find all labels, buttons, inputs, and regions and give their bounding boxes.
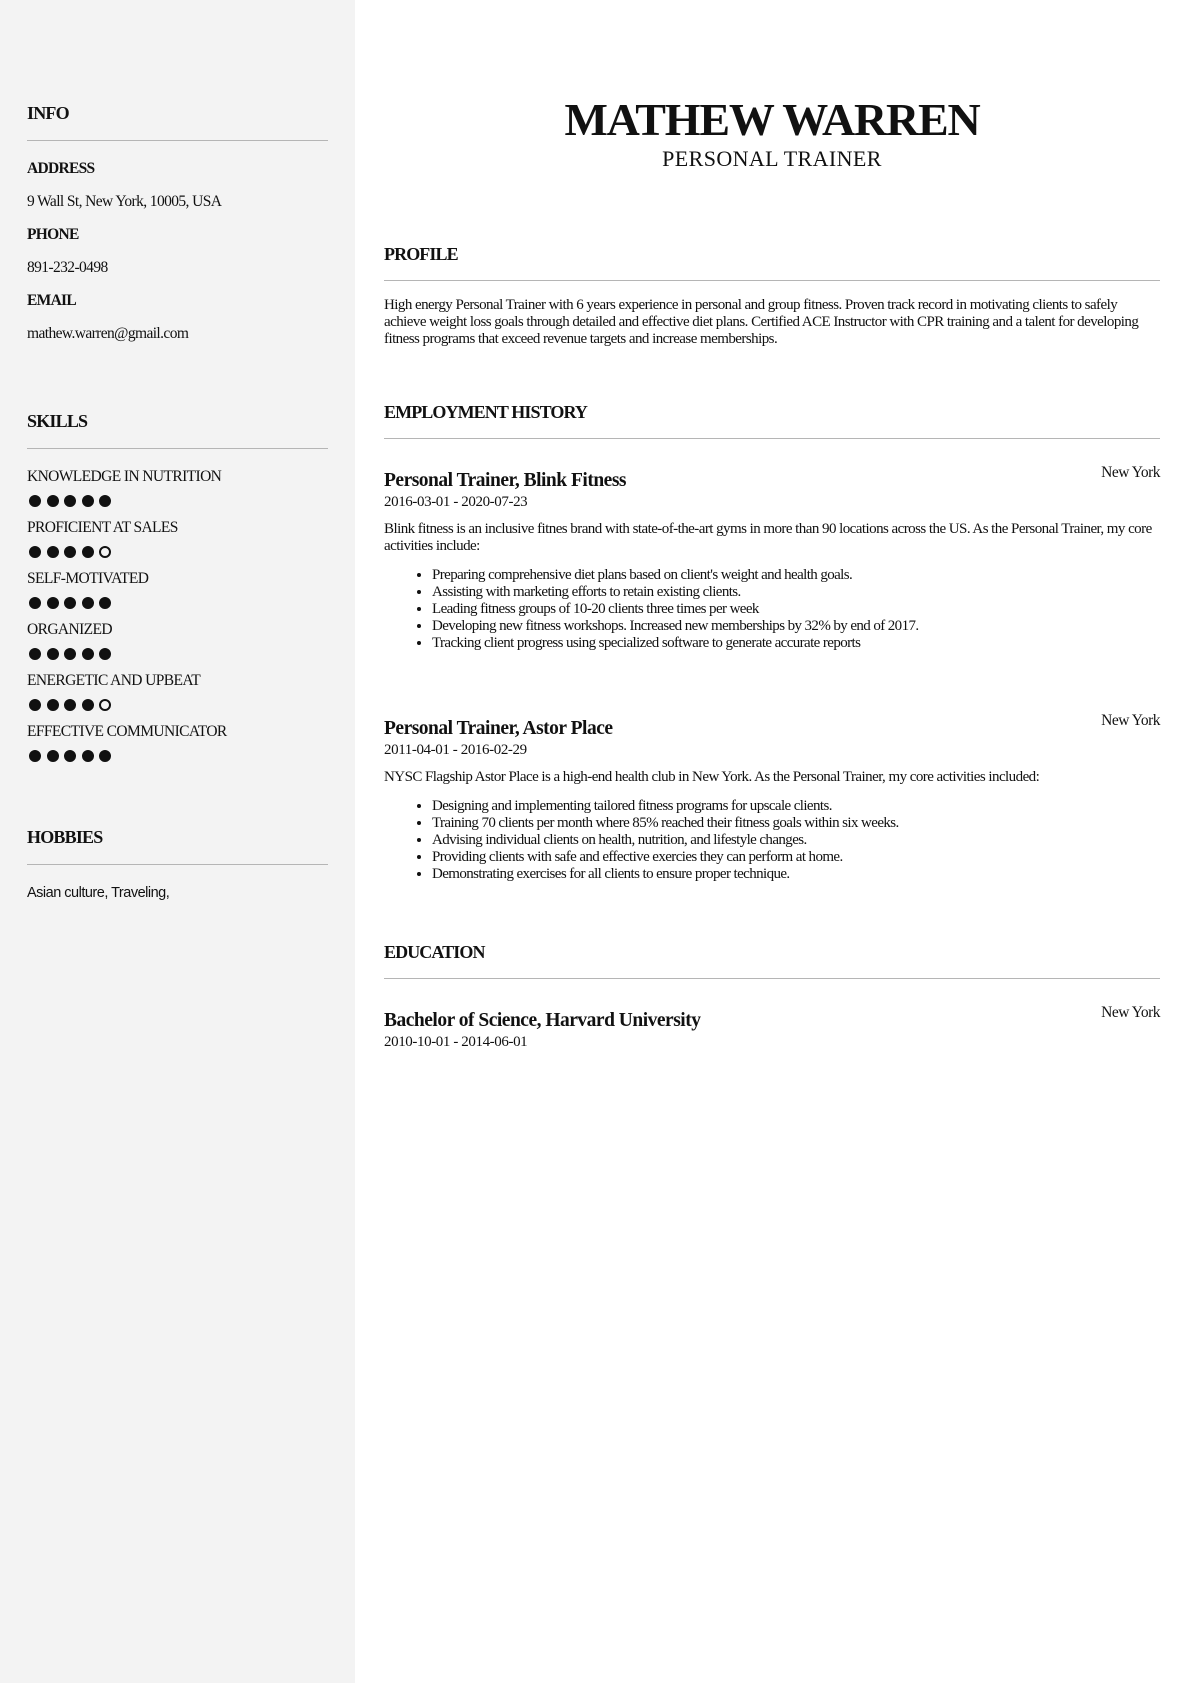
candidate-name: MATHEW WARREN [564, 94, 980, 145]
skills-divider [27, 448, 328, 449]
job-dates: 2016-03-01 - 2020-07-23 [384, 494, 528, 510]
skill-rating [29, 546, 328, 558]
rating-dot-filled [99, 648, 111, 660]
employment-divider [384, 438, 1160, 439]
employment-section [384, 401, 1160, 883]
education-title-text: Bachelor of Science, Harvard University [384, 1010, 701, 1031]
skill-name: KNOWLEDGE IN NUTRITION [27, 468, 222, 485]
rating-dot-empty [99, 699, 111, 711]
hobbies-divider [27, 864, 328, 865]
rating-dot-filled [82, 495, 94, 507]
rating-dot-filled [82, 597, 94, 609]
rating-dot-filled [64, 648, 76, 660]
rating-dot-filled [99, 750, 111, 762]
rating-dot-filled [64, 699, 76, 711]
education-entry [384, 1004, 1160, 1051]
rating-dot-filled [29, 648, 41, 660]
education-section [384, 941, 1160, 1051]
job-bullet: • Training 70 clients per month where 85% reached their fitness goals within six weeks. [432, 815, 1160, 832]
profile-divider [384, 280, 1160, 281]
email-value: mathew.warren@gmail.com [27, 325, 189, 342]
education-divider [384, 978, 1160, 979]
skill-name: PROFICIENT AT SALES [27, 519, 178, 536]
rating-dot-filled [47, 597, 59, 609]
info-divider [27, 140, 328, 141]
hobbies-text: Asian culture, Traveling, [27, 885, 170, 901]
profile-text: High energy Personal Trainer with 6 years experience in personal and group fitness. Proven track record in motivating clients to safely achieve weight loss goals through detailed and effective diet plans. Certified ACE Instructor with CPR training and a talent for developing fitness programs that exceed revenue targets and increase memberships. [384, 297, 1139, 347]
rating-dot-filled [29, 546, 41, 558]
email-label: EMAIL [27, 292, 77, 309]
job-bullet: • Designing and implementing tailored fitness programs for upscale clients. [432, 798, 1160, 815]
info-section [27, 102, 328, 344]
rating-dot-filled [64, 495, 76, 507]
rating-dot-filled [82, 546, 94, 558]
phone-value: 891-232-0498 [27, 259, 108, 276]
job-bullet: • Demonstrating exercises for all clients to ensure proper technique. [432, 866, 1160, 883]
job-entry [384, 712, 1160, 883]
skill-name: SELF-MOTIVATED [27, 570, 149, 587]
job-location: New York [1101, 464, 1160, 481]
address-value: 9 Wall St, New York, 10005, USA [27, 193, 222, 210]
skill-name: ORGANIZED [27, 621, 113, 638]
job-title: Personal Trainer, Astor Place [384, 718, 613, 739]
job-dates: 2011-04-01 - 2016-02-29 [384, 742, 527, 758]
job-entry [384, 464, 1160, 652]
job-bullet: • Advising individual clients on health, nutrition, and lifestyle changes. [432, 832, 1160, 849]
hobbies-title: HOBBIES [27, 827, 103, 847]
job-header [384, 464, 1160, 493]
job-title: Personal Trainer, Blink Fitness [384, 470, 626, 491]
skill-rating [29, 495, 328, 507]
education-title: EDUCATION [384, 942, 485, 962]
rating-dot-filled [47, 750, 59, 762]
skills-section [27, 410, 328, 762]
rating-dot-filled [82, 648, 94, 660]
main-content [384, 0, 1160, 1061]
job-header [384, 712, 1160, 741]
job-bullet: • Developing new fitness workshops. Increased new memberships by 32% by end of 2017. [432, 618, 1160, 635]
skills-title: SKILLS [27, 411, 88, 431]
skill-rating [29, 597, 328, 609]
rating-dot-filled [29, 699, 41, 711]
job-bullet: • Providing clients with safe and effective exercies they can perform at home. [432, 849, 1160, 866]
rating-dot-filled [47, 495, 59, 507]
rating-dot-filled [29, 597, 41, 609]
skill-rating [29, 648, 328, 660]
job-bullet: • Leading fitness groups of 10-20 clients three times per week [432, 601, 1160, 618]
rating-dot-filled [29, 495, 41, 507]
job-bullet: • Assisting with marketing efforts to retain existing clients. [432, 584, 1160, 601]
skill-rating [29, 750, 328, 762]
job-description: Blink fitness is an inclusive fitnes brand with state-of-the-art gyms in more than 90 locations across the US. As the Personal Trainer, my core activities include: [384, 521, 1152, 554]
job-location: New York [1101, 712, 1160, 729]
skill-rating [29, 699, 328, 711]
job-bullets [384, 567, 1160, 652]
phone-label: PHONE [27, 226, 79, 243]
resume-header [384, 0, 1160, 172]
job-description: NYSC Flagship Astor Place is a high-end health club in New York. As the Personal Trainer, my core activities included: [384, 769, 1040, 785]
profile-title: PROFILE [384, 244, 458, 264]
rating-dot-filled [47, 699, 59, 711]
education-dates: 2010-10-01 - 2014-06-01 [384, 1034, 528, 1050]
profile-section [384, 243, 1160, 348]
education-header [384, 1004, 1160, 1033]
job-bullet: • Preparing comprehensive diet plans based on client's weight and health goals. [432, 567, 1160, 584]
skill-name: ENERGETIC AND UPBEAT [27, 672, 201, 689]
job-bullet: • Tracking client progress using specialized software to generate accurate reports [432, 635, 1160, 652]
rating-dot-filled [99, 597, 111, 609]
hobbies-section [27, 826, 328, 903]
rating-dot-filled [64, 750, 76, 762]
rating-dot-empty [99, 546, 111, 558]
rating-dot-filled [99, 495, 111, 507]
education-location: New York [1101, 1004, 1160, 1021]
rating-dot-filled [29, 750, 41, 762]
address-label: ADDRESS [27, 160, 95, 177]
employment-title: EMPLOYMENT HISTORY [384, 402, 588, 422]
rating-dot-filled [47, 546, 59, 558]
rating-dot-filled [64, 597, 76, 609]
candidate-title: PERSONAL TRAINER [662, 146, 882, 171]
rating-dot-filled [82, 699, 94, 711]
info-title: INFO [27, 103, 69, 123]
sidebar [0, 0, 355, 1683]
skill-name: EFFECTIVE COMMUNICATOR [27, 723, 227, 740]
skills-list [27, 467, 328, 762]
rating-dot-filled [47, 648, 59, 660]
rating-dot-filled [64, 546, 76, 558]
job-bullets [384, 798, 1160, 883]
rating-dot-filled [82, 750, 94, 762]
